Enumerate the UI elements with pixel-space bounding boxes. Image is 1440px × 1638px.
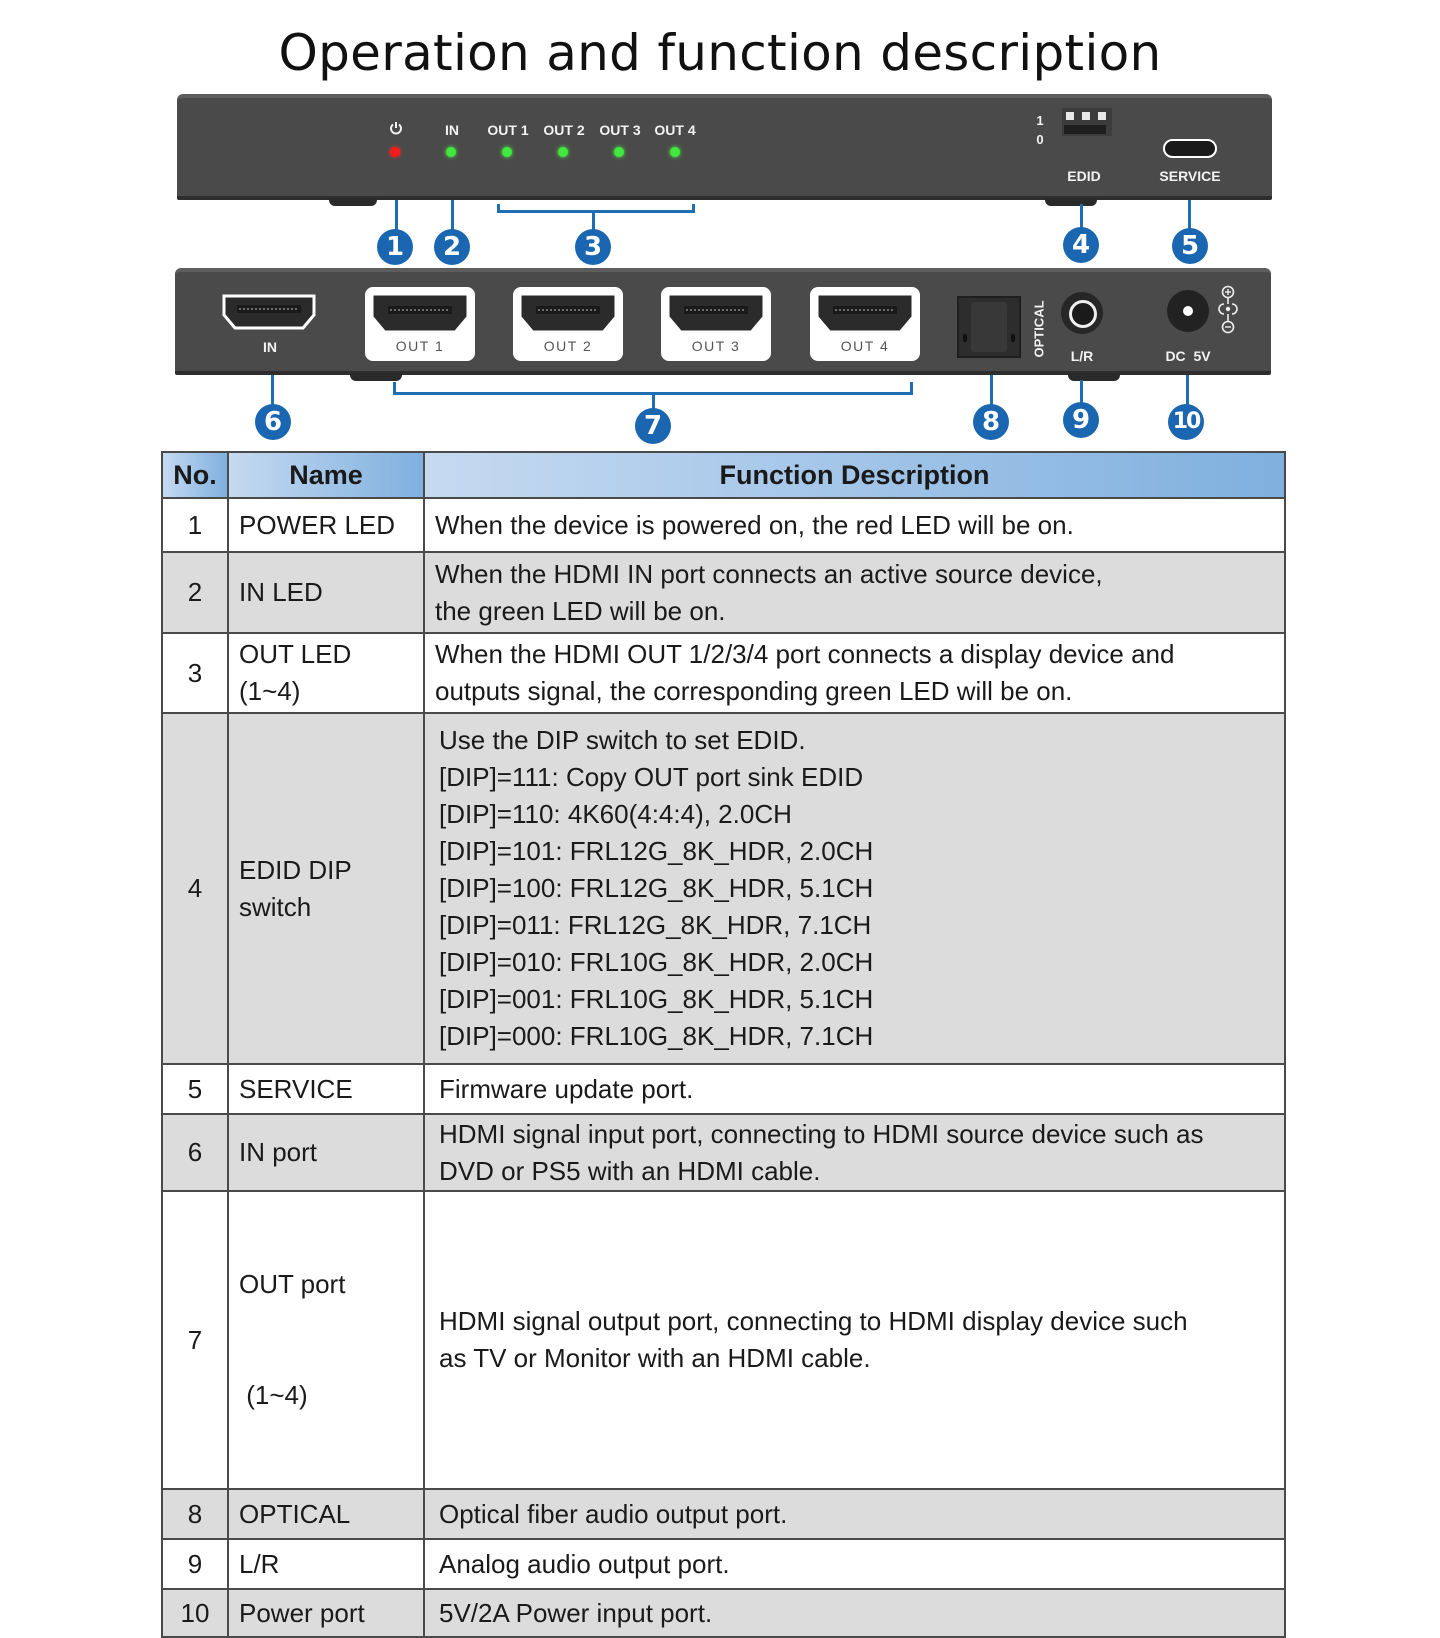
desc-line: outputs signal, the corresponding green LED will be on.: [435, 676, 1073, 706]
optical-clip-left: [963, 334, 967, 342]
callout-badge-6: 6: [255, 404, 291, 440]
callout-badge-3: 3: [575, 229, 611, 265]
name-line: IN port: [239, 1137, 318, 1167]
desc-line: Optical fiber audio output port.: [439, 1498, 788, 1529]
hdmi-out2-port[interactable]: [513, 287, 623, 361]
row-no: 1: [162, 498, 228, 552]
hdmi-in-port[interactable]: [221, 293, 317, 331]
page-title: Operation and function description: [278, 24, 1162, 82]
name-line: L/R: [239, 1548, 280, 1579]
desc-line: When the HDMI IN port connects an active source device,: [435, 558, 1103, 589]
row-name: [228, 498, 424, 552]
callout-line-10: [1186, 375, 1189, 405]
name-line: (1~4): [239, 1380, 308, 1410]
front-foot-left: [329, 198, 377, 206]
row-name: [228, 1191, 424, 1489]
optical-shutter: [971, 302, 1007, 352]
callout-line-8: [990, 375, 993, 405]
table-row: [162, 1064, 1285, 1114]
dip-switch-3[interactable]: [1098, 112, 1106, 120]
optical-label-wrap: [1028, 298, 1050, 360]
row-no: 2: [162, 552, 228, 633]
row-no: 9: [162, 1539, 228, 1589]
callout-line-5: [1188, 200, 1191, 230]
desc-line: HDMI signal input port, connecting to HDMI source device such as: [439, 1118, 1204, 1149]
table-row: [162, 633, 1285, 713]
rear-foot-right: [1068, 373, 1120, 381]
row-description: [424, 1489, 1285, 1539]
callout-badge-1: 1: [377, 229, 413, 265]
row-no: 4: [162, 713, 228, 1064]
dip-zero-label: 0: [1036, 132, 1044, 147]
row-description: [424, 1191, 1285, 1489]
name-line: POWER LED: [239, 509, 396, 540]
front-out2-label: OUT 2: [543, 122, 585, 138]
desc-line: 5V/2A Power input port.: [439, 1597, 713, 1628]
out4-port-label: OUT 4: [840, 338, 890, 354]
callout-badge-4: 4: [1063, 227, 1099, 263]
name-line: (1~4): [239, 676, 301, 706]
dc-polarity-icon: [1219, 284, 1237, 336]
desc-line: as TV or Monitor with an HDMI cable.: [439, 1343, 871, 1373]
hdmi-port-icon: [520, 294, 616, 332]
function-description-table: [161, 451, 1286, 1638]
name-line: EDID DIP: [239, 854, 352, 885]
out4-led: [670, 147, 680, 157]
table-row: [162, 552, 1285, 633]
edid-dip-switch[interactable]: [1062, 108, 1112, 136]
row-no: 5: [162, 1064, 228, 1114]
desc-line: Firmware update port.: [439, 1073, 694, 1104]
row-name: [228, 552, 424, 633]
row-name: [228, 1114, 424, 1191]
out3-port-label: OUT 3: [691, 338, 741, 354]
callout-bracket-3-right: [692, 204, 695, 213]
row-no: 3: [162, 633, 228, 713]
row-description: [424, 713, 1285, 1064]
power-icon: [389, 121, 403, 136]
out2-led: [558, 147, 568, 157]
row-description: [424, 1539, 1285, 1589]
callout-line-1: [395, 200, 398, 232]
table-row: [162, 1191, 1285, 1489]
name-line: switch: [239, 891, 312, 922]
hdmi-out1-port[interactable]: [365, 287, 475, 361]
callout-bracket-7-left: [393, 382, 396, 394]
front-out3-label: OUT 3: [599, 122, 641, 138]
desc-line: When the device is powered on, the red LED will be on.: [435, 509, 1074, 540]
row-no: 10: [162, 1589, 228, 1637]
name-line: IN LED: [239, 577, 323, 607]
lr-audio-jack[interactable]: [1061, 292, 1103, 334]
callout-badge-7: 7: [635, 408, 671, 444]
callout-line-6: [271, 375, 274, 407]
header-description: Function Description: [424, 452, 1285, 498]
row-name: [228, 633, 424, 713]
out1-port-label: OUT 1: [395, 338, 445, 354]
row-name: [228, 713, 424, 1064]
table-row: [162, 498, 1285, 552]
dip-setting-line: [DIP]=101: FRL12G_8K_HDR, 2.0CH: [439, 836, 874, 866]
dip-setting-line: [DIP]=100: FRL12G_8K_HDR, 5.1CH: [439, 873, 874, 903]
hdmi-out4-port[interactable]: [810, 287, 920, 361]
dc-power-jack[interactable]: [1167, 290, 1209, 332]
dip-setting-line: [DIP]=111: Copy OUT port sink EDID: [439, 762, 864, 792]
row-description: [424, 552, 1285, 633]
edid-label: EDID: [1067, 168, 1101, 184]
callout-badge-10: 10: [1168, 404, 1204, 440]
in-led: [446, 147, 456, 157]
row-no: 8: [162, 1489, 228, 1539]
hdmi-port-icon: [668, 294, 764, 332]
optical-port[interactable]: [957, 296, 1021, 358]
table-row: [162, 1489, 1285, 1539]
power-led: [390, 147, 400, 157]
name-line: SERVICE: [239, 1073, 353, 1104]
header-name: Name: [228, 452, 424, 498]
name-line: OUT port: [239, 1269, 346, 1299]
table-row: [162, 1589, 1285, 1637]
row-name: [228, 1589, 424, 1637]
dip-switch-1[interactable]: [1066, 112, 1074, 120]
row-description: [424, 498, 1285, 552]
row-description: [424, 633, 1285, 713]
hdmi-port-icon: [372, 294, 468, 332]
desc-line: Analog audio output port.: [439, 1548, 730, 1579]
dip-setting-line: [DIP]=001: FRL10G_8K_HDR, 5.1CH: [439, 984, 874, 1014]
callout-line-2: [451, 200, 454, 232]
dip-switch-base: [1064, 125, 1106, 134]
row-name: [228, 1489, 424, 1539]
table-row: [162, 1539, 1285, 1589]
callout-bracket-3: [497, 210, 695, 213]
callout-badge-9: 9: [1063, 402, 1099, 438]
callout-badge-8: 8: [973, 404, 1009, 440]
dc-label: DC 5V: [1165, 348, 1211, 364]
name-line: Power port: [239, 1597, 365, 1628]
service-label: SERVICE: [1159, 168, 1221, 184]
rear-in-label: IN: [263, 339, 277, 355]
usb-c-service-port[interactable]: [1163, 139, 1217, 158]
dip-switch-2[interactable]: [1082, 112, 1090, 120]
name-line: OPTICAL: [239, 1498, 351, 1529]
desc-line: HDMI signal output port, connecting to HDMI display device such: [439, 1306, 1188, 1336]
callout-bracket-3-left: [497, 204, 500, 213]
row-name: [228, 1539, 424, 1589]
desc-line: DVD or PS5 with an HDMI cable.: [439, 1155, 821, 1186]
row-description: [424, 1114, 1285, 1191]
desc-line: When the HDMI OUT 1/2/3/4 port connects a display device and: [435, 639, 1175, 669]
dip-setting-line: [DIP]=110: 4K60(4:4:4), 2.0CH: [439, 799, 792, 829]
dip-setting-line: [DIP]=000: FRL10G_8K_HDR, 7.1CH: [439, 1021, 874, 1051]
callout-badge-5: 5: [1172, 228, 1208, 264]
out1-led: [502, 147, 512, 157]
name-line: OUT LED: [239, 639, 352, 669]
desc-line: Use the DIP switch to set EDID.: [439, 725, 806, 755]
row-description: [424, 1064, 1285, 1114]
optical-clip-right: [1011, 334, 1015, 342]
hdmi-out3-port[interactable]: [661, 287, 771, 361]
callout-badge-2: 2: [434, 229, 470, 265]
desc-line: the green LED will be on.: [435, 595, 726, 626]
table-row: [162, 1114, 1285, 1191]
out2-port-label: OUT 2: [543, 338, 593, 354]
front-out1-label: OUT 1: [487, 122, 529, 138]
front-in-label: IN: [445, 122, 459, 138]
row-no: 7: [162, 1191, 228, 1489]
table-header-row: [162, 452, 1285, 498]
row-no: 6: [162, 1114, 228, 1191]
row-description: [424, 1589, 1285, 1637]
dip-setting-line: [DIP]=010: FRL10G_8K_HDR, 2.0CH: [439, 947, 874, 977]
out3-led: [614, 147, 624, 157]
front-foot-right: [1045, 198, 1097, 206]
callout-bracket-7-right: [910, 382, 913, 394]
dip-setting-line: [DIP]=011: FRL12G_8K_HDR, 7.1CH: [439, 910, 872, 940]
hdmi-port-icon: [817, 294, 913, 332]
table-row: [162, 713, 1285, 1064]
header-no: No.: [162, 452, 228, 498]
dip-one-label: 1: [1036, 113, 1044, 128]
rear-foot-left: [350, 373, 402, 381]
row-name: [228, 1064, 424, 1114]
optical-label: OPTICAL: [1031, 300, 1047, 358]
front-out4-label: OUT 4: [654, 122, 696, 138]
lr-label: L/R: [1070, 348, 1094, 364]
